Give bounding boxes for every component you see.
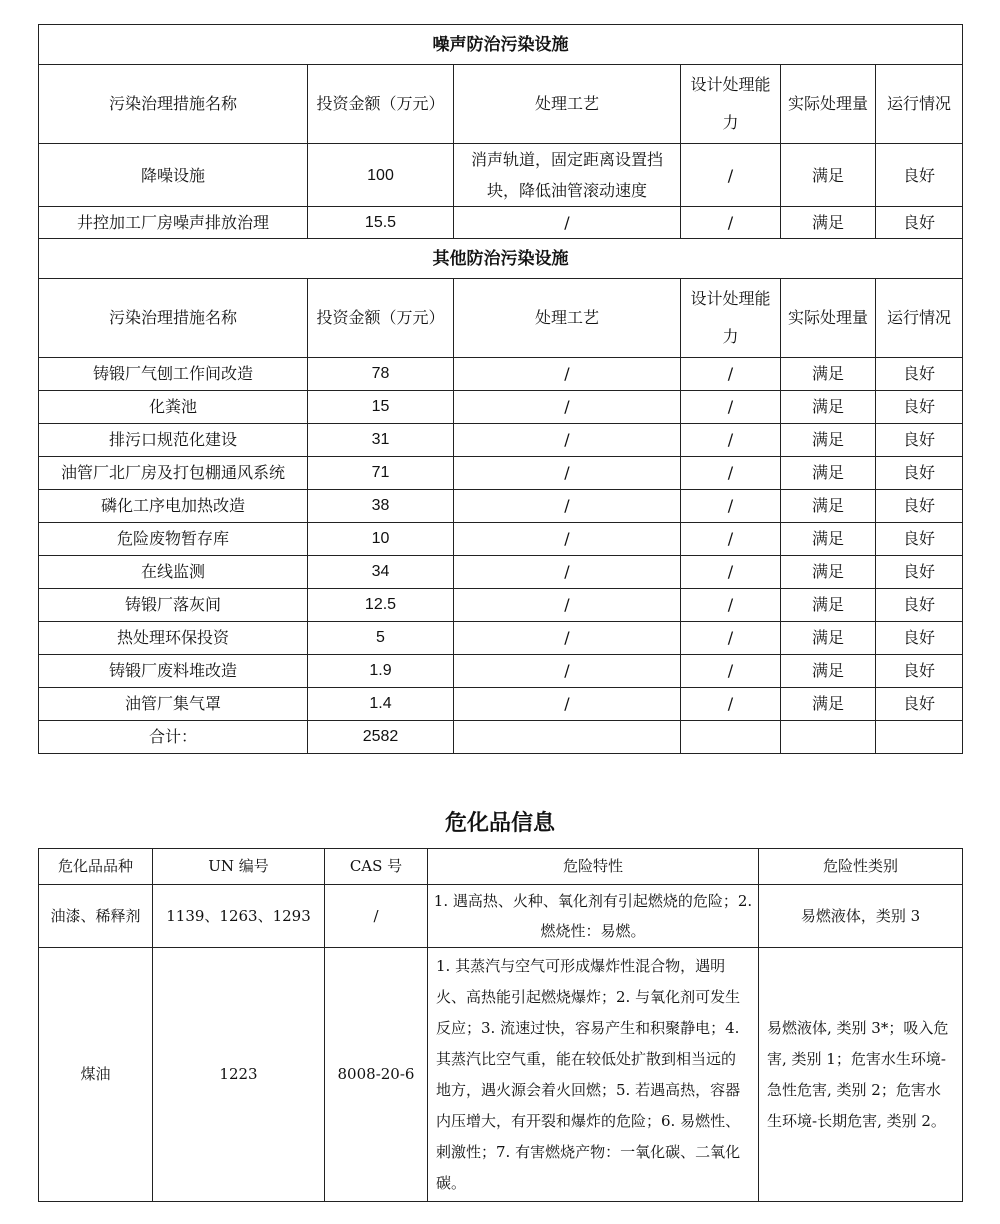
- header-actual: 实际处理量: [781, 279, 876, 358]
- cell-actual: 满足: [781, 391, 876, 424]
- header-cas: CAS 号: [325, 849, 428, 885]
- cell-cas: 8008-20-6: [325, 948, 428, 1202]
- cell-process: /: [454, 556, 681, 589]
- cell-capacity: /: [681, 622, 781, 655]
- cell-name: 排污口规范化建设: [39, 424, 308, 457]
- table-row: [39, 457, 963, 490]
- cell-name: 磷化工序电加热改造: [39, 490, 308, 523]
- cell-process: /: [454, 424, 681, 457]
- cell-kind: 煤油: [39, 948, 153, 1202]
- hazmat-header-row: [39, 849, 963, 885]
- cell-name: 井控加工厂房噪声排放治理: [39, 207, 308, 239]
- cell-actual: 满足: [781, 688, 876, 721]
- cell-amount: 15.5: [308, 207, 454, 239]
- table-row: [39, 144, 963, 207]
- header-amount: 投资金额（万元）: [308, 65, 454, 144]
- table-row: [39, 358, 963, 391]
- cell-amount: 5: [308, 622, 454, 655]
- hazmat-table: [38, 848, 963, 1202]
- header-name: 污染治理措施名称: [39, 65, 308, 144]
- header-capacity: 设计处理能力: [681, 65, 781, 144]
- total-value: 2582: [308, 721, 454, 754]
- cell-amount: 10: [308, 523, 454, 556]
- cell-status: 良好: [876, 144, 963, 207]
- cell-process: /: [454, 358, 681, 391]
- cell-capacity: /: [681, 490, 781, 523]
- empty-cell: [781, 721, 876, 754]
- cell-amount: 38: [308, 490, 454, 523]
- other-header-row: [39, 279, 963, 358]
- cell-status: 良好: [876, 424, 963, 457]
- cell-amount: 78: [308, 358, 454, 391]
- table-row: [39, 490, 963, 523]
- cell-category: 易燃液体, 类别 3*；吸入危害, 类别 1；危害水生环境-急性危害, 类别 2；危害水生环境-长期危害, 类别 2。: [759, 948, 963, 1202]
- table-row: [39, 885, 963, 948]
- cell-capacity: /: [681, 655, 781, 688]
- cell-status: 良好: [876, 556, 963, 589]
- header-hazard: 危险特性: [428, 849, 759, 885]
- table-row: [39, 622, 963, 655]
- noise-section-title: 噪声防治污染设施: [39, 25, 963, 65]
- cell-actual: 满足: [781, 523, 876, 556]
- header-capacity: 设计处理能力: [681, 279, 781, 358]
- cell-process: /: [454, 622, 681, 655]
- cell-amount: 1.4: [308, 688, 454, 721]
- cell-amount: 12.5: [308, 589, 454, 622]
- cell-actual: 满足: [781, 144, 876, 207]
- empty-cell: [876, 721, 963, 754]
- cell-status: 良好: [876, 490, 963, 523]
- empty-cell: [681, 721, 781, 754]
- cell-process: /: [454, 391, 681, 424]
- cell-actual: 满足: [781, 457, 876, 490]
- cell-hazard: 1. 其蒸汽与空气可形成爆炸性混合物，遇明火、高热能引起燃烧爆炸；2. 与氧化剂可发生反应；3. 流速过快，容易产生和积聚静电；4. 其蒸汽比空气重，能在较低处扩散到相当远的地方，遇火源会着火回燃；5. 若遇高热，容器内压增大，有开裂和爆炸的危险；6. 易燃性、刺激性；7. 有害燃烧产物：一氧化碳、二氧化碳。: [428, 948, 759, 1202]
- table-row: [39, 207, 963, 239]
- cell-process: /: [454, 688, 681, 721]
- cell-status: 良好: [876, 207, 963, 239]
- header-kind: 危化品品种: [39, 849, 153, 885]
- table-row: [39, 655, 963, 688]
- cell-un: 1139、1263、1293: [153, 885, 325, 948]
- cell-process: /: [454, 490, 681, 523]
- cell-status: 良好: [876, 391, 963, 424]
- cell-actual: 满足: [781, 589, 876, 622]
- cell-actual: 满足: [781, 490, 876, 523]
- cell-capacity: /: [681, 424, 781, 457]
- total-row: [39, 721, 963, 754]
- cell-capacity: /: [681, 523, 781, 556]
- table-row: [39, 556, 963, 589]
- header-status: 运行情况: [876, 65, 963, 144]
- other-section-title: 其他防治污染设施: [39, 239, 963, 279]
- table-row: [39, 391, 963, 424]
- header-amount: 投资金额（万元）: [308, 279, 454, 358]
- cell-status: 良好: [876, 457, 963, 490]
- cell-cas: /: [325, 885, 428, 948]
- table-row: [39, 688, 963, 721]
- header-un: UN 编号: [153, 849, 325, 885]
- cell-process: /: [454, 457, 681, 490]
- cell-capacity: /: [681, 556, 781, 589]
- hazmat-title: 危化品信息: [444, 810, 555, 836]
- table-row: [39, 424, 963, 457]
- cell-name: 油管厂北厂房及打包棚通风系统: [39, 457, 308, 490]
- header-process: 处理工艺: [454, 65, 681, 144]
- cell-capacity: /: [681, 391, 781, 424]
- cell-un: 1223: [153, 948, 325, 1202]
- cell-capacity: /: [681, 358, 781, 391]
- cell-status: 良好: [876, 655, 963, 688]
- cell-status: 良好: [876, 523, 963, 556]
- cell-category: 易燃液体，类别 3: [759, 885, 963, 948]
- cell-actual: 满足: [781, 622, 876, 655]
- cell-hazard: 1. 遇高热、火种、氧化剂有引起燃烧的危险；2. 燃烧性：易燃。: [428, 885, 759, 948]
- header-name: 污染治理措施名称: [39, 279, 308, 358]
- cell-status: 良好: [876, 589, 963, 622]
- cell-kind: 油漆、稀释剂: [39, 885, 153, 948]
- other-section-row: [39, 239, 963, 279]
- cell-process: /: [454, 589, 681, 622]
- cell-amount: 100: [308, 144, 454, 207]
- cell-amount: 71: [308, 457, 454, 490]
- cell-capacity: /: [681, 207, 781, 239]
- cell-name: 铸锻厂落灰间: [39, 589, 308, 622]
- cell-name: 铸锻厂废料堆改造: [39, 655, 308, 688]
- total-label: 合计：: [39, 721, 308, 754]
- cell-capacity: /: [681, 457, 781, 490]
- cell-process: /: [454, 523, 681, 556]
- cell-process: 消声轨道，固定距离设置挡块，降低油管滚动速度: [454, 144, 681, 207]
- cell-amount: 15: [308, 391, 454, 424]
- cell-process: /: [454, 207, 681, 239]
- cell-name: 在线监测: [39, 556, 308, 589]
- cell-name: 化粪池: [39, 391, 308, 424]
- table-row: [39, 948, 963, 1202]
- cell-capacity: /: [681, 589, 781, 622]
- cell-actual: 满足: [781, 358, 876, 391]
- header-actual: 实际处理量: [781, 65, 876, 144]
- header-category: 危险性类别: [759, 849, 963, 885]
- noise-header-row: [39, 65, 963, 144]
- noise-section-row: [39, 25, 963, 65]
- cell-name: 危险废物暂存库: [39, 523, 308, 556]
- cell-actual: 满足: [781, 207, 876, 239]
- header-status: 运行情况: [876, 279, 963, 358]
- cell-process: /: [454, 655, 681, 688]
- table-row: [39, 589, 963, 622]
- table-row: [39, 523, 963, 556]
- cell-status: 良好: [876, 622, 963, 655]
- cell-amount: 1.9: [308, 655, 454, 688]
- cell-name: 热处理环保投资: [39, 622, 308, 655]
- cell-actual: 满足: [781, 556, 876, 589]
- cell-capacity: /: [681, 688, 781, 721]
- cell-actual: 满足: [781, 655, 876, 688]
- cell-status: 良好: [876, 358, 963, 391]
- cell-status: 良好: [876, 688, 963, 721]
- cell-amount: 31: [308, 424, 454, 457]
- cell-name: 铸锻厂气刨工作间改造: [39, 358, 308, 391]
- cell-name: 降噪设施: [39, 144, 308, 207]
- cell-actual: 满足: [781, 424, 876, 457]
- cell-name: 油管厂集气罩: [39, 688, 308, 721]
- cell-capacity: /: [681, 144, 781, 207]
- empty-cell: [454, 721, 681, 754]
- pollution-facilities-table: [38, 24, 963, 754]
- cell-amount: 34: [308, 556, 454, 589]
- header-process: 处理工艺: [454, 279, 681, 358]
